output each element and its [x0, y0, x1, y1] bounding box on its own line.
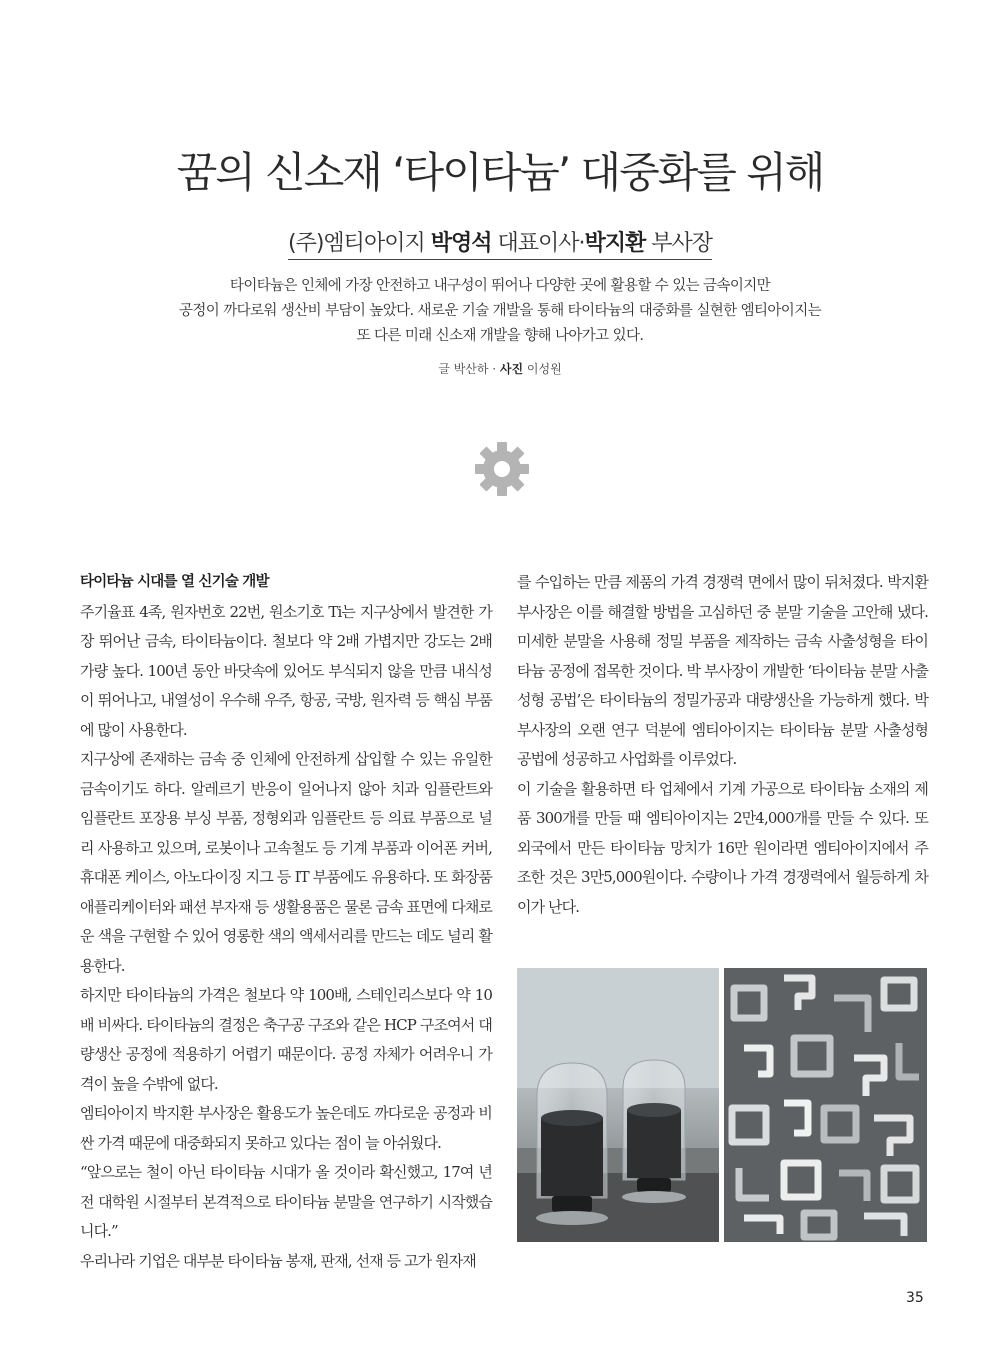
body-paragraph: 주기율표 4족, 원자번호 22번, 원소기호 Ti는 지구상에서 발견한 가장 뛰어난 금속, 타이타늄이다. 철보다 약 2배 가볍지만 강도는 2배가량 높다. 100년 동안 바닷속에 있어도 부식되지 않을 만큼 내식성이 뛰어나고, 내열성이 우수해 우주, 항공, 국방, 원자력 등 핵심 부품에 많이 사용한다. — [80, 602, 492, 739]
company-name: (주)엠티아이지 — [288, 231, 431, 256]
photo-label: 사진 — [499, 362, 524, 376]
titanium-powder-jars-photo — [517, 968, 719, 1242]
photographer-name: 이성원 — [523, 362, 562, 376]
titanium-parts-photo — [724, 968, 927, 1242]
body-paragraph: 를 수입하는 만큼 제품의 가격 경쟁력 면에서 많이 뒤처졌다. 박지환 부사장은 이를 해결할 방법을 고심하던 중 분말 기술을 고안해 냈다. 미세한 분말을 사용해 정밀 부품을 제작하는 금속 사출성형을 타이타늄 공정에 접목한 것이다. 박 부사장이 개발한 ‘타이타늄 분말 사출성형 공법’은 타이타늄의 정밀가공과 대량생산을 가능하게 했다. 박 부사장의 오랜 연구 덕분에 엠티아이지는 타이타늄 분말 사출성형 공법에 성공하고 사업화를 이루었다. — [517, 573, 928, 768]
body-paragraph: 엠티아이지 박지환 부사장은 활용도가 높은데도 까다로운 공정과 비싼 가격 때문에 대중화되지 못하고 있다는 점이 늘 아쉬웠다. — [80, 1104, 492, 1152]
section-heading: 타이타늄 시대를 열 신기술 개발 — [80, 574, 269, 590]
body-paragraph: 이 기술을 활용하면 타 업체에서 기계 가공으로 타이타늄 소재의 제품 300개를 만들 때 엠티아이지는 2만4,000개를 만들 수 있다. 또 외국에서 만든 타이타늄 망치가 16만 원이라면 엠티아이지에서 주조한 것은 3만5,000원이다. 수량이나 가격 경쟁력에서 월등하게 차이가 난다. — [517, 779, 928, 916]
article-column-left — [80, 568, 492, 1276]
article-column-right — [517, 568, 928, 922]
body-paragraph: 하지만 타이타늄의 가격은 철보다 약 100배, 스테인리스보다 약 10배 비싸다. 타이타늄의 결정은 축구공 구조와 같은 HCP 구조여서 대량생산 공정에 적용하기 어렵기 때문이다. 공정 자체가 어려우니 가격이 높을 수밖에 없다. — [80, 986, 492, 1093]
quote-paragraph: “앞으로는 철이 아닌 타이타늄 시대가 올 것이라 확신했고, 17여 년 전 대학원 시절부터 본격적으로 타이타늄 분말을 연구하기 시작했습니다.” — [80, 1163, 492, 1240]
ceo-name: 박영석 — [430, 231, 492, 256]
page-number: 35 — [906, 1290, 924, 1306]
lead-paragraph — [150, 274, 850, 349]
writer-name: 박산하 · — [449, 362, 500, 376]
vp-role: 부사장 — [645, 231, 712, 256]
article-title: 꿈의 신소재 ‘타이타늄’ 대중화를 위해 — [176, 148, 824, 197]
article-subtitle — [0, 226, 1000, 260]
lead-line: 또 다른 미래 신소재 개발을 향해 나아가고 있다. — [356, 328, 644, 344]
body-paragraph: 지구상에 존재하는 금속 중 인체에 안전하게 삽입할 수 있는 유일한 금속이기도 하다. 알레르기 반응이 일어나지 않아 치과 임플란트와 임플란트 포장용 부싱 부품, 정형외과 임플란트 등 의료 부품으로 널리 사용하고 있으며, 로봇이나 고속철도 등 기계 부품과 이어폰 커버, 휴대폰 케이스, 아노다이징 지그 등 IT 부품에도 유용하다. 또 화장품 애플리케이터와 패션 부자재 등 생활용품은 물론 금속 표면에 다채로운 색을 구현할 수 있어 영롱한 색의 액세서리를 만드는 데도 널리 활용한다. — [80, 750, 492, 975]
byline — [0, 360, 1000, 377]
vp-name: 박지환 — [584, 231, 646, 256]
gear-icon — [474, 441, 530, 497]
writer-label: 글 — [438, 362, 450, 376]
lead-line: 타이타늄은 인체에 가장 안전하고 내구성이 뛰어나 다양한 곳에 활용할 수 있는 금속이지만 — [229, 278, 771, 294]
ceo-role: 대표이사· — [491, 231, 585, 256]
body-paragraph: 우리나라 기업은 대부분 타이타늄 봉재, 판재, 선재 등 고가 원자재 — [80, 1251, 476, 1270]
lead-line: 공정이 까다로워 생산비 부담이 높았다. 새로운 기술 개발을 통해 타이타늄의 대중화를 실현한 엠티아이지는 — [178, 303, 822, 319]
